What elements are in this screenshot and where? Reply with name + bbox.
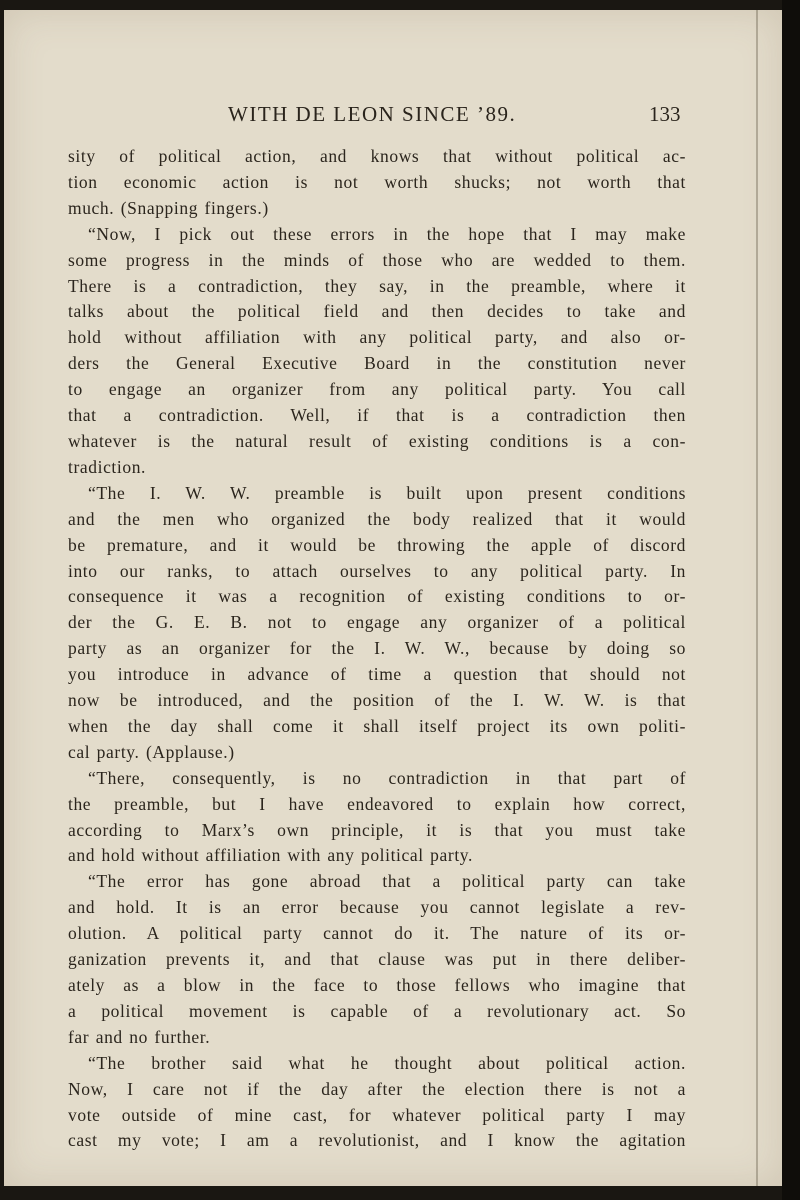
text-line: hold without affiliation with any political party, and also or- (68, 327, 686, 348)
text-line: and the men who organized the body realized that it would (68, 508, 686, 529)
text-line: “Now, I pick out these errors in the hope that I may make (88, 223, 686, 244)
scan-dark-edge (782, 0, 800, 1200)
text-line: cal party. (Applause.) (68, 741, 235, 762)
text-line: a political movement is capable of a revolutionary act. So (68, 1000, 686, 1021)
text-line: the preamble, but I have endeavored to explain how correct, (68, 793, 686, 814)
text-line: party as an organizer for the I. W. W., because by doing so (68, 638, 686, 659)
text-line: ately as a blow in the face to those fellows who imagine that (68, 975, 686, 995)
text-line: olution. A political party cannot do it. The nature of its or- (68, 923, 686, 944)
text-line: ders the General Executive Board in the constitution never (68, 353, 686, 374)
text-line: vote outside of mine cast, for whatever political party I may (68, 1104, 686, 1125)
text-line: to engage an organizer from any political party. You call (68, 379, 686, 400)
text-line: some progress in the minds of those who are wedded to them. (68, 249, 686, 270)
text-line: talks about the political field and then decides to take and (68, 301, 686, 322)
text-line: now be introduced, and the position of the I. W. W. is that (68, 690, 686, 711)
text-line: Now, I care not if the day after the election there is not a (68, 1078, 686, 1099)
page-fold-line (756, 10, 758, 1186)
text-line: whatever is the natural result of existing conditions is a con- (68, 430, 686, 451)
text-line: cast my vote; I am a revolutionist, and I know the agitation (68, 1130, 686, 1151)
book-page (4, 10, 782, 1186)
text-line: “The error has gone abroad that a political party can take (88, 871, 686, 892)
text-line: ganization prevents it, and that clause was put in there deliber- (68, 949, 686, 970)
text-line: you introduce in advance of time a question that should not (68, 664, 686, 685)
text-line: “The I. W. W. preamble is built upon present conditions (88, 482, 686, 503)
text-line: and hold. It is an error because you cannot legislate a rev- (68, 897, 686, 918)
text-line: “The brother said what he thought about political action. (88, 1052, 686, 1073)
page-number: 133 (649, 102, 681, 126)
text-line: consequence it was a recognition of existing conditions to or- (68, 586, 686, 607)
text-line: There is a contradiction, they say, in the preamble, where it (68, 275, 686, 296)
text-line: and hold without affiliation with any political party. (68, 845, 473, 866)
text-line: when the day shall come it shall itself project its own politi- (68, 715, 686, 736)
text-line: that a contradiction. Well, if that is a contradiction then (68, 405, 686, 426)
text-line: be premature, and it would be throwing the apple of discord (68, 534, 686, 555)
text-line: according to Marx’s own principle, it is that you must take (68, 819, 686, 840)
page-header (4, 102, 782, 132)
text-line: der the G. E. B. not to engage any organizer of a political (68, 612, 686, 633)
text-line: tion economic action is not worth shucks; not worth that (68, 171, 686, 192)
text-line: far and no further. (68, 1026, 211, 1047)
text-line: into our ranks, to attach ourselves to any political party. In (68, 560, 686, 581)
body-text (68, 144, 686, 1154)
text-line: much. (Snapping fingers.) (68, 197, 269, 218)
running-title: WITH DE LEON SINCE ’89. (228, 102, 517, 126)
text-line: tradiction. (68, 456, 147, 477)
text-line: sity of political action, and knows that without political ac- (68, 146, 686, 166)
text-line: “There, consequently, is no contradiction in that part of (88, 767, 686, 788)
